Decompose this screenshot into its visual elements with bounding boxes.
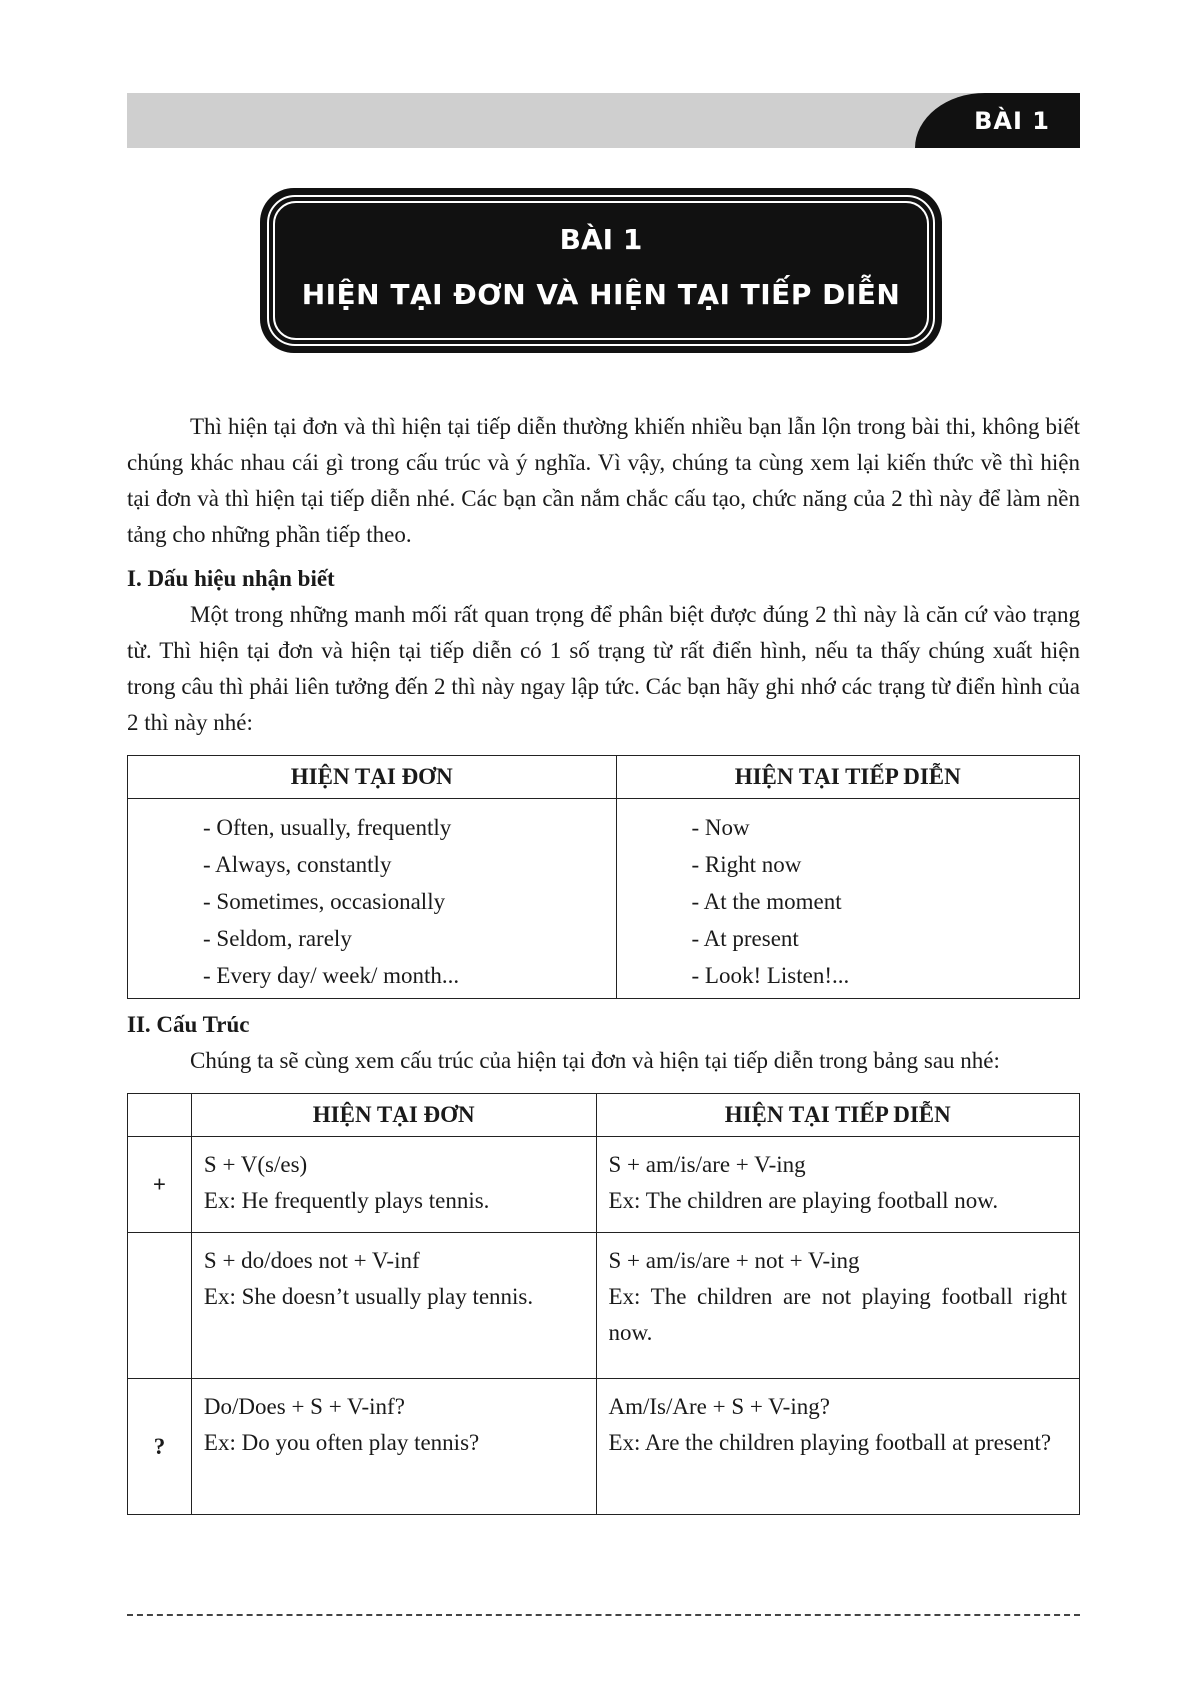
continuous-cell [596,1233,1080,1379]
structure-header-simple: HIỆN TẠI ĐƠN [191,1094,596,1137]
header-bar [127,93,1080,148]
continuous-cell [596,1137,1080,1233]
formula: S + am/is/are + not + V-ing [608,1248,860,1273]
list-item: - Now [691,815,750,840]
structure-header-blank [128,1094,192,1137]
table-row [128,1379,1080,1515]
formula: S + V(s/es) [203,1152,308,1177]
example: Ex: The children are not playing football right now. [608,1284,1067,1345]
table-row [128,1233,1080,1379]
formula: Am/Is/Are + S + V-ing? [608,1394,830,1419]
example: Ex: He frequently plays tennis. [203,1188,490,1213]
row-symbol: + [128,1137,192,1233]
formula: Do/Does + S + V-inf? [203,1394,405,1419]
list-item: - Every day/ week/ month... [203,963,460,988]
lesson-tab: BÀI 1 [915,93,1080,148]
list-item: - Often, usually, frequently [203,815,452,840]
list-item: - At the moment [691,889,842,914]
list-item: - Always, constantly [203,852,392,877]
list-item: - Sometimes, occasionally [203,889,446,914]
intro-paragraph: Thì hiện tại đơn và thì hiện tại tiếp diễn thường khiến nhiều bạn lẫn lộn trong bài thi, không biết chúng khác nhau cái gì trong cấu trúc và ý nghĩa. Vì vậy, chúng ta cùng xem lại kiến thức về thì hiện tại đơn và thì hiện tại tiếp diễn nhé. Các bạn cần nắm chắc cấu tạo, chức năng của 2 thì này để làm nền tảng cho những phần tiếp theo. [127,414,1080,547]
section1-paragraph: Một trong những manh mối rất quan trọng để phân biệt được đúng 2 thì này là căn cứ vào trạng từ. Thì hiện tại đơn và hiện tại tiếp diễn có 1 số trạng từ rất điển hình, nếu ta thấy chúng xuất hiện trong câu thì phải liên tưởng đến 2 thì này ngay lập tức. Các bạn hãy ghi nhớ các trạng từ điển hình của 2 thì này nhé: [127,602,1080,735]
formula: S + am/is/are + V-ing [608,1152,806,1177]
title-box [260,188,942,353]
formula: S + do/does not + V-inf [203,1248,420,1273]
example: Ex: Do you often play tennis? [203,1430,480,1455]
adverb-table [127,755,1080,999]
table-row [128,1137,1080,1233]
row-symbol [128,1233,192,1379]
example: Ex: Are the children playing football at present? [608,1430,1052,1455]
list-item: - Look! Listen!... [691,963,850,988]
adverb-cell-simple [128,799,617,999]
simple-cell [191,1379,596,1515]
list-item: - At present [691,926,799,951]
lesson-title: HIỆN TẠI ĐƠN VÀ HIỆN TẠI TIẾP DIỄN [301,278,901,311]
structure-table [127,1093,1080,1515]
footer-rule [127,1614,1080,1616]
adverb-cell-continuous [616,799,1080,999]
lesson-number: BÀI 1 [559,223,643,256]
structure-header-continuous: HIỆN TẠI TIẾP DIỄN [596,1094,1080,1137]
content [127,409,1080,1515]
simple-cell [191,1137,596,1233]
list-item: - Seldom, rarely [203,926,352,951]
example: Ex: She doesn’t usually play tennis. [203,1284,534,1309]
row-symbol: ? [128,1379,192,1515]
section2-paragraph: Chúng ta sẽ cùng xem cấu trúc của hiện tại đơn và hiện tại tiếp diễn trong bảng sau nhé: [190,1048,1000,1073]
example: Ex: The children are playing football now. [608,1188,999,1213]
simple-cell [191,1233,596,1379]
adverb-header-continuous: HIỆN TẠI TIẾP DIỄN [616,756,1080,799]
section2-heading: II. Cấu Trúc [127,1012,250,1037]
continuous-cell [596,1379,1080,1515]
list-item: - Right now [691,852,802,877]
adverb-header-simple: HIỆN TẠI ĐƠN [128,756,617,799]
section1-heading: I. Dấu hiệu nhận biết [127,566,335,591]
